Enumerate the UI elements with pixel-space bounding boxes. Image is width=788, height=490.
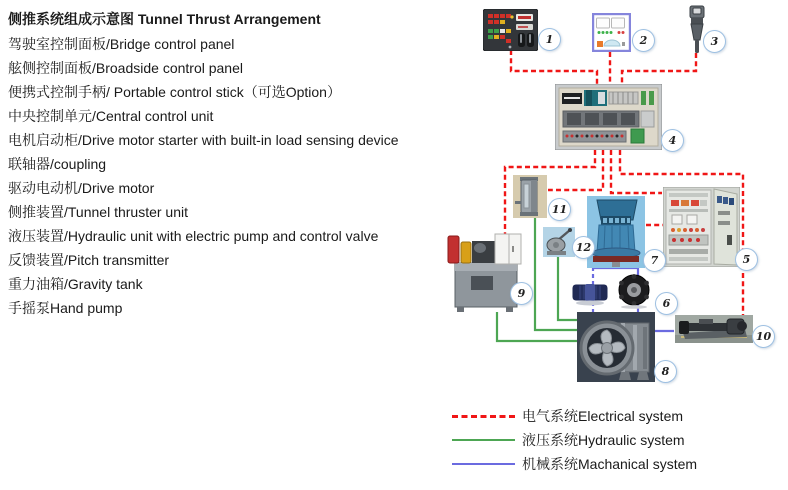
component-badge-2: 2 [632,29,655,52]
component-badge-1: 1 [538,28,561,51]
component-badge-8: 8 [654,360,677,383]
gravity-tank-image [513,175,547,218]
broadside-control-panel-image [592,13,631,52]
list-item: 联轴器/coupling [8,156,107,172]
component-badge-5: 5 [735,248,758,271]
component-badge-10: 10 [752,325,775,348]
electrical-line-bridge-to-ccu [511,50,597,84]
hydraulic-line-key [452,439,515,441]
legend-label: 液压系统Hydraulic system [522,432,685,448]
list-item: 侧推装置/Tunnel thruster unit [8,204,188,220]
list-item: 手摇泵Hand pump [8,300,123,316]
component-badge-3: 3 [703,30,726,53]
legend-row-hydraulic [452,428,697,452]
electrical-line-key [452,415,515,418]
component-badge-9: 9 [510,282,533,305]
component-badge-4: 4 [661,129,684,152]
coupling-sleeve-image [572,278,608,307]
component-badge-11: 11 [548,198,571,221]
coupling-flange-image [615,273,653,309]
legend-label: 机械系统Machanical system [522,456,698,472]
drive-motor-image [587,196,645,268]
legend [452,404,697,476]
legend-label: 电气系统Electrical system [522,408,684,424]
list-item: 液压装置/Hydraulic unit with electric pump and control valve [8,228,379,244]
component-badge-7: 7 [643,249,666,272]
bridge-control-panel-image [483,9,538,51]
hand-pump-image [543,227,575,257]
electrical-line-stick-to-ccu [622,53,696,84]
legend-row-mechanical [452,452,697,476]
list-item: 驱动电动机/Drive motor [8,180,155,196]
list-item: 中央控制单元/Central control unit [8,108,214,124]
list-item: 便携式控制手柄/ Portable control stick（可选Option） [8,84,341,100]
list-item: 重力油箱/Gravity tank [8,276,143,292]
legend-row-electrical [452,404,697,428]
list-item: 舷侧控制面板/Broadside control panel [8,60,243,76]
tunnel-thruster-image [577,312,655,382]
electrical-line-ccu-to-gravity-tank [548,150,603,190]
hydraulic-unit-image [443,230,523,313]
central-control-unit-image [555,84,662,150]
list-item: 驾驶室控制面板/Bridge control panel [8,36,235,52]
pitch-transmitter-image [675,315,753,343]
list-item: 电机启动柜/Drive motor starter with built-in load sensing device [8,132,399,148]
page-title: 侧推系统组成示意图 Tunnel Thrust Arrangement [8,11,321,27]
mechanical-line-key [452,463,515,465]
component-badge-12: 12 [572,236,595,259]
drive-motor-starter-image [663,187,740,267]
component-badge-6: 6 [655,292,678,315]
list-item: 反馈装置/Pitch transmitter [8,252,170,268]
electrical-line-ccu-to-starter [611,150,662,193]
